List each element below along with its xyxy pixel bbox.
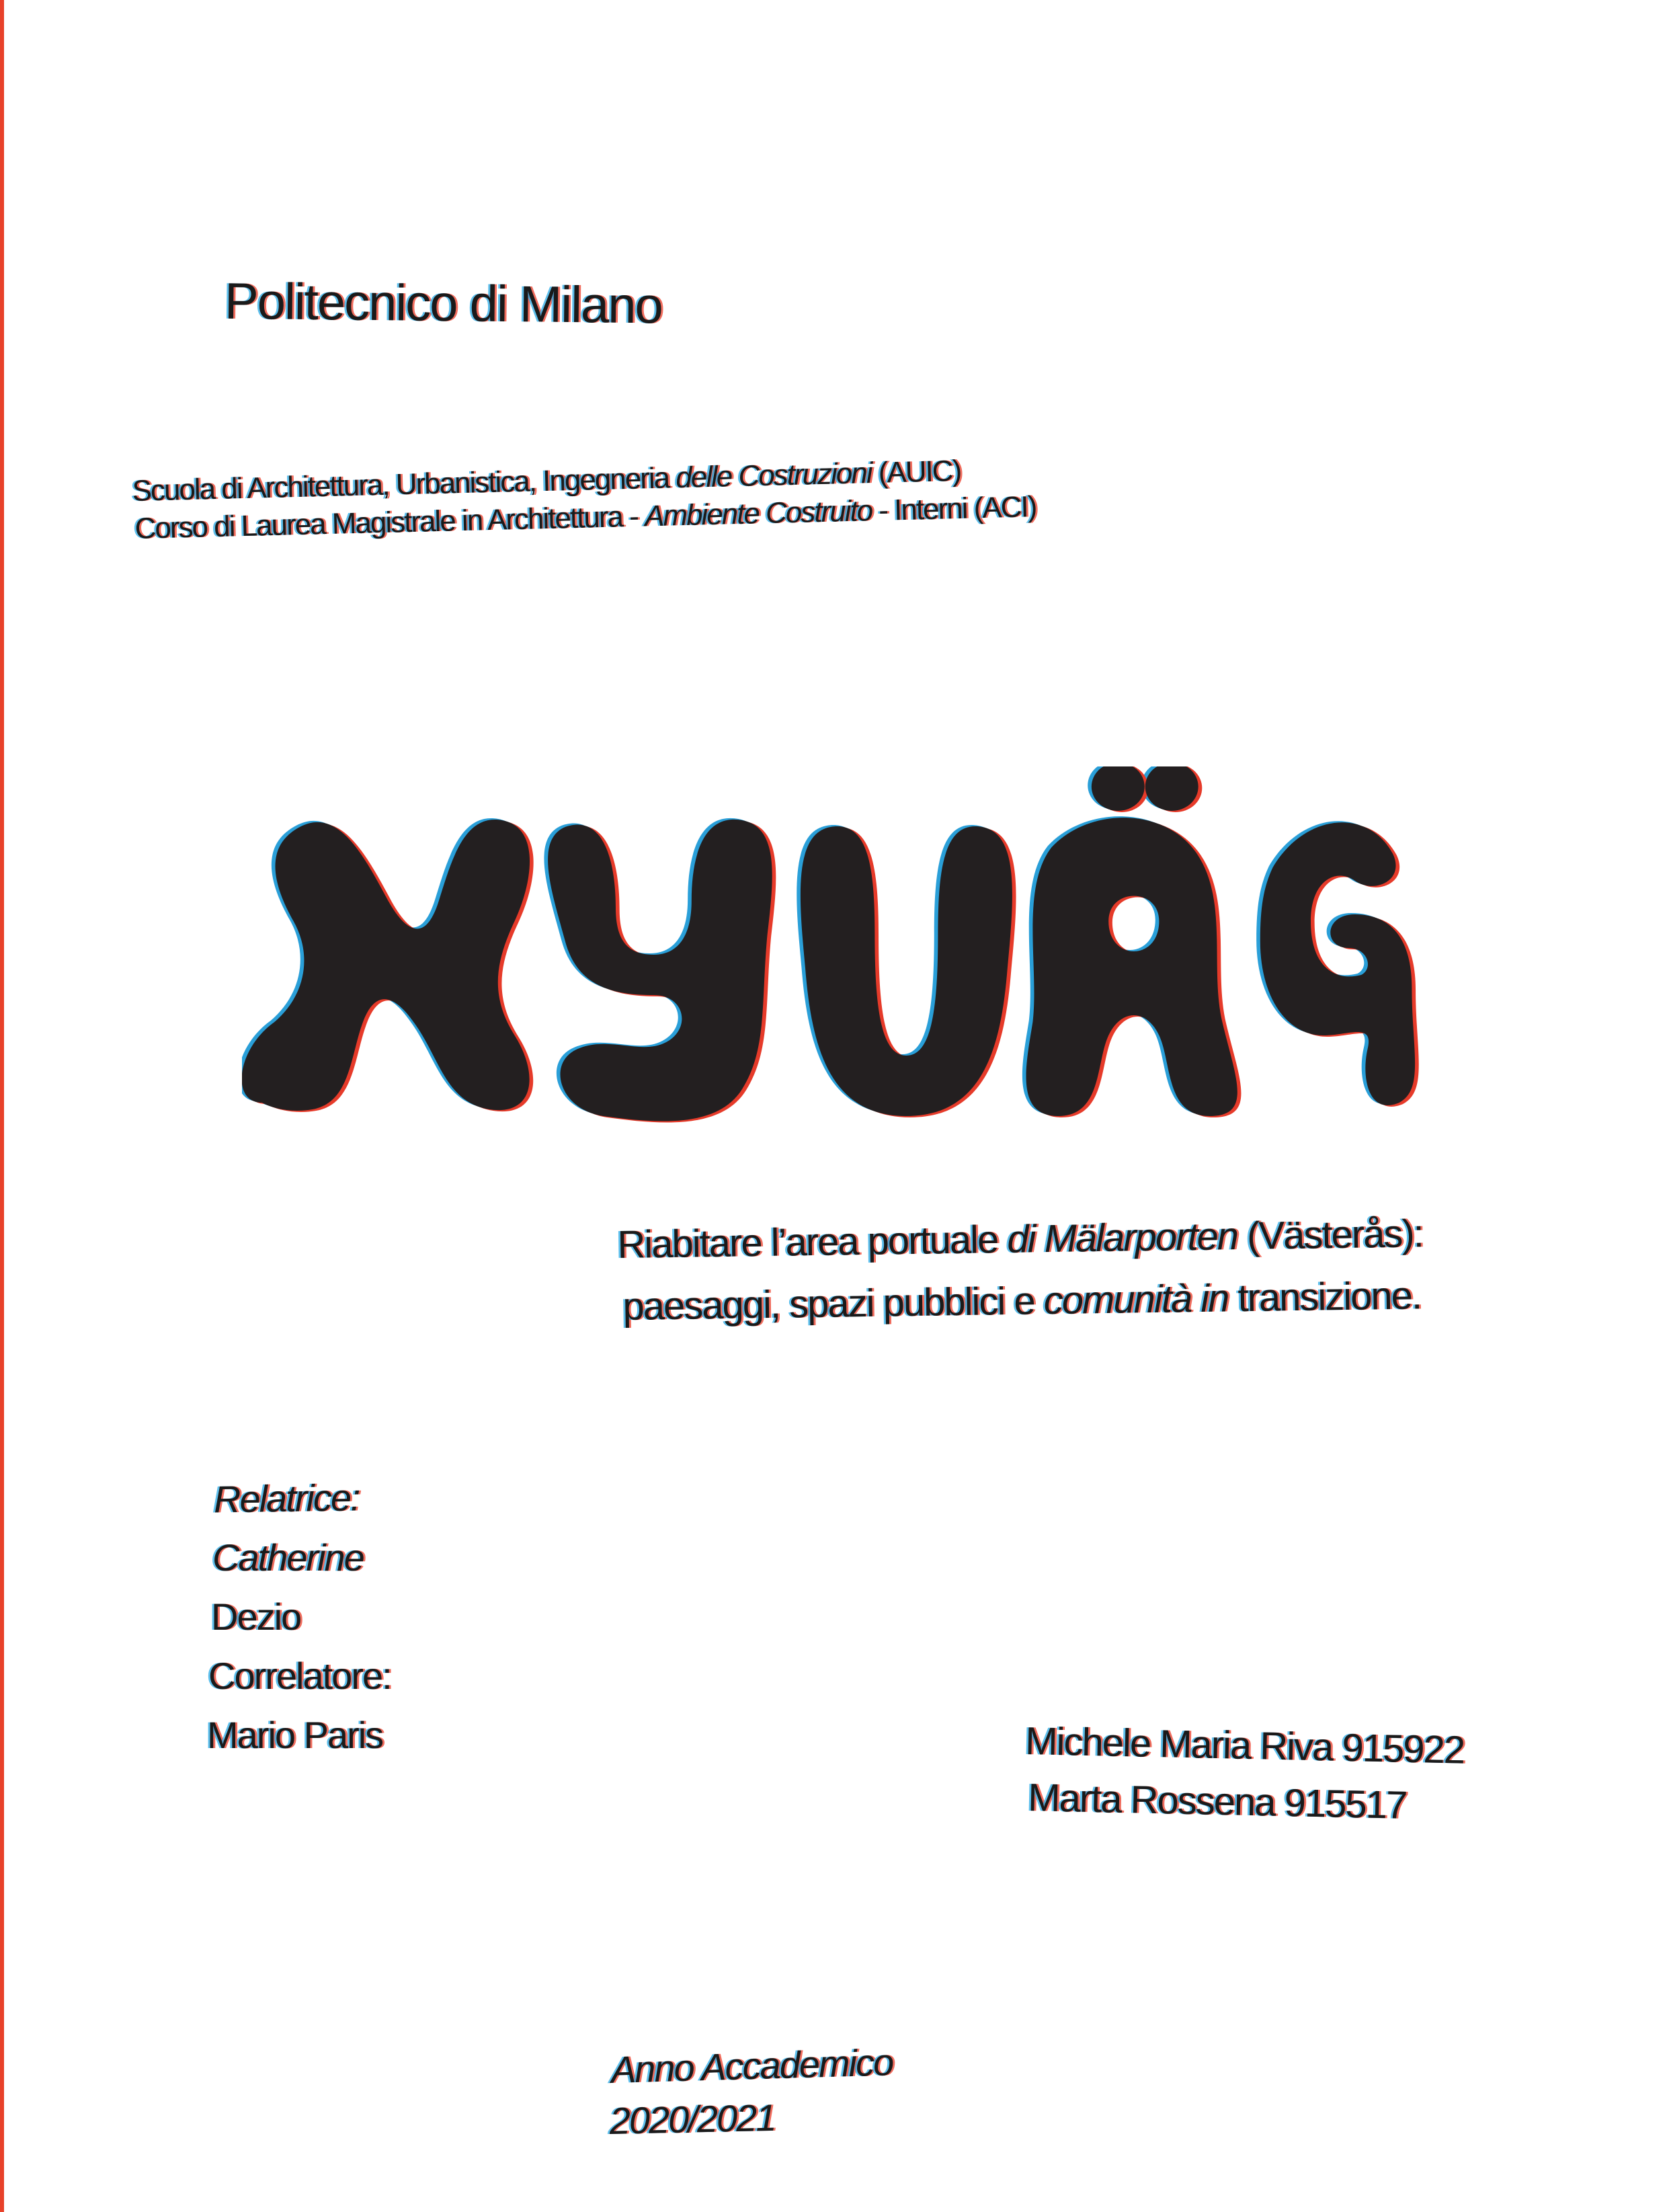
subtitle-line-1: Riabitare l’area portuale di Mälarporten (Västerås): <box>617 1212 1424 1267</box>
course-name: Corso di Laurea Magistrale in Architettura - Ambiente Costruito - Interni (ACI) <box>134 490 1036 545</box>
academic-year-value: 2020/2021 <box>609 2096 776 2142</box>
thesis-title <box>242 766 1425 1143</box>
school-name: Scuola di Architettura, Urbanistica, Ingegneria delle Costruzioni (AUIC) <box>132 454 961 508</box>
correlatore-name: Mario Paris <box>207 1714 383 1756</box>
title-letterforms <box>242 766 1415 1121</box>
relatrice-label: Relatrice: <box>213 1476 360 1521</box>
academic-year-label: Anno Accademico <box>610 2041 893 2091</box>
student-2: Marta Rossena 915517 <box>1027 1775 1407 1827</box>
relatrice-last-name: Dezio <box>211 1595 301 1638</box>
student-1: Michele Maria Riva 915922 <box>1024 1719 1465 1772</box>
university-name: Politecnico di Milano <box>224 272 663 335</box>
page-edge <box>0 0 4 2212</box>
subtitle-line-2: paesaggi, spazi pubblici e comunità in transizione. <box>622 1273 1422 1329</box>
correlatore-label: Correlatore: <box>208 1655 391 1697</box>
relatrice-first-name: Catherine <box>212 1536 364 1579</box>
